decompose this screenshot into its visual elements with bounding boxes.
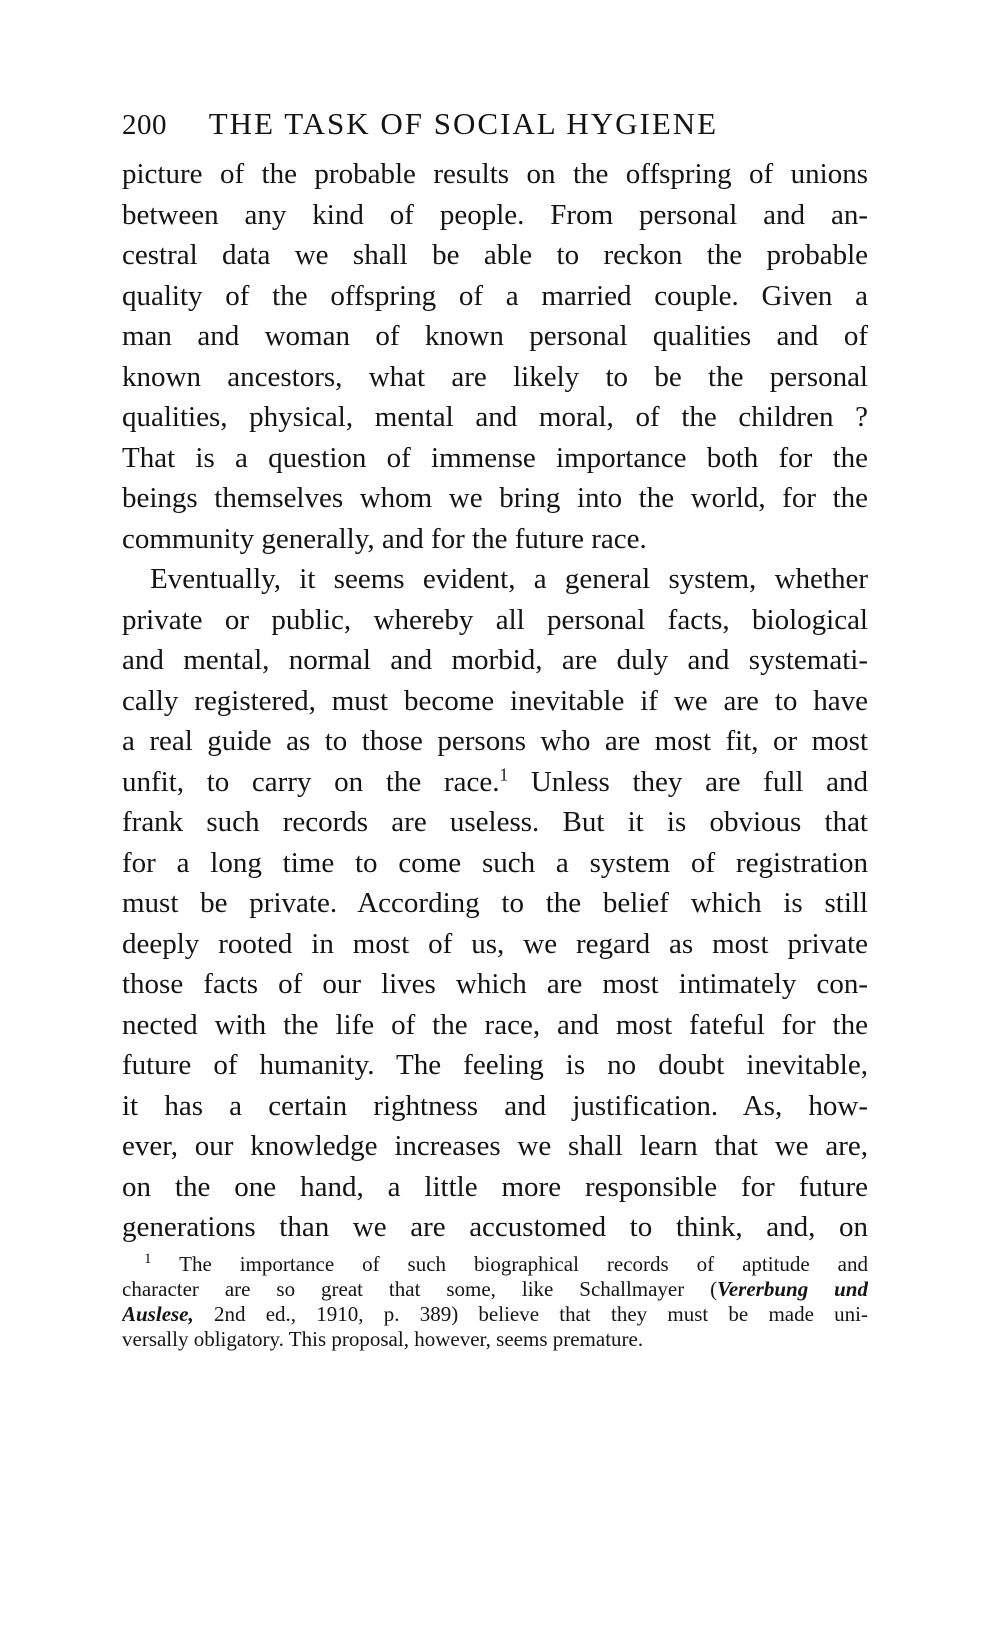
text-line-with-footnote	[122, 762, 868, 803]
text-line: must be private. According to the belief which is still	[122, 887, 868, 919]
text-line: a real guide as to those persons who are most fit, or most	[122, 725, 868, 757]
text-line: future of humanity. The feeling is no doubt inevitable,	[122, 1049, 868, 1081]
running-head	[122, 104, 882, 144]
book-title: Auslese,	[122, 1302, 194, 1326]
footnote-line	[122, 1302, 868, 1327]
running-title: THE TASK OF SOCIAL HYGIENE	[208, 106, 719, 141]
text-segment: character are so great that some, like Schallmayer (	[122, 1277, 718, 1301]
text-line: generations than we are accustomed to think, and, on	[122, 1211, 868, 1243]
text-line: it has a certain rightness and justification. As, how-	[122, 1089, 868, 1122]
text-segment: unfit, to carry on the race.	[122, 765, 500, 798]
text-line: qualities, physical, mental and moral, of the children ?	[122, 401, 868, 433]
text-segment: Unless they are full and	[508, 765, 868, 798]
text-line: beings themselves whom we bring into the world, for the	[122, 482, 868, 514]
text-line: nected with the life of the race, and most fateful for the	[122, 1008, 868, 1041]
text-line: That is a question of immense importance both for the	[122, 441, 868, 474]
text-line: picture of the probable results on the offspring of unions	[122, 158, 868, 190]
book-title: Vererbung und	[717, 1277, 868, 1301]
text-line: community generally, and for the future race.	[122, 522, 647, 555]
body-text	[122, 154, 868, 1248]
text-line: ever, our knowledge increases we shall learn that we are,	[122, 1130, 868, 1162]
text-segment: 2nd ed., 1910, p. 389) believe that they must be made uni-	[193, 1302, 868, 1326]
text-line: those facts of our lives which are most intimately con-	[122, 968, 868, 1000]
text-line: man and woman of known personal qualities and of	[122, 320, 868, 352]
footnote-line	[122, 1277, 868, 1302]
footnote-mark: 1	[144, 1252, 152, 1267]
text-line: cally registered, must become inevitable if we are to have	[122, 684, 868, 717]
text-line: between any kind of people. From personal and an-	[122, 198, 868, 231]
text-line: on the one hand, a little more responsible for future	[122, 1170, 868, 1203]
text-line: private or public, whereby all personal facts, biological	[122, 603, 868, 636]
text-line: quality of the offspring of a married couple. Given a	[122, 279, 868, 312]
footnote-line	[122, 1252, 868, 1277]
paragraph-1	[122, 154, 868, 559]
text-line: Eventually, it seems evident, a general system, whether	[150, 563, 868, 595]
text-line: frank such records are useless. But it is obvious that	[122, 806, 868, 838]
footnote-reference[interactable]: 1	[499, 763, 509, 784]
text-line: and mental, normal and morbid, are duly and systemati-	[122, 644, 868, 676]
footnote-line: versally obligatory. This proposal, however, seems premature.	[122, 1327, 644, 1351]
text-line: known ancestors, what are likely to be the personal	[122, 360, 868, 393]
text-line: for a long time to come such a system of registration	[122, 846, 868, 879]
text-line: deeply rooted in most of us, we regard as most private	[122, 927, 868, 960]
text-line: cestral data we shall be able to reckon the probable	[122, 239, 868, 271]
text-segment: The importance of such biographical records of aptitude and	[151, 1252, 868, 1276]
footnote	[122, 1252, 868, 1352]
paragraph-2	[122, 559, 868, 1248]
page-number: 200	[122, 109, 167, 141]
